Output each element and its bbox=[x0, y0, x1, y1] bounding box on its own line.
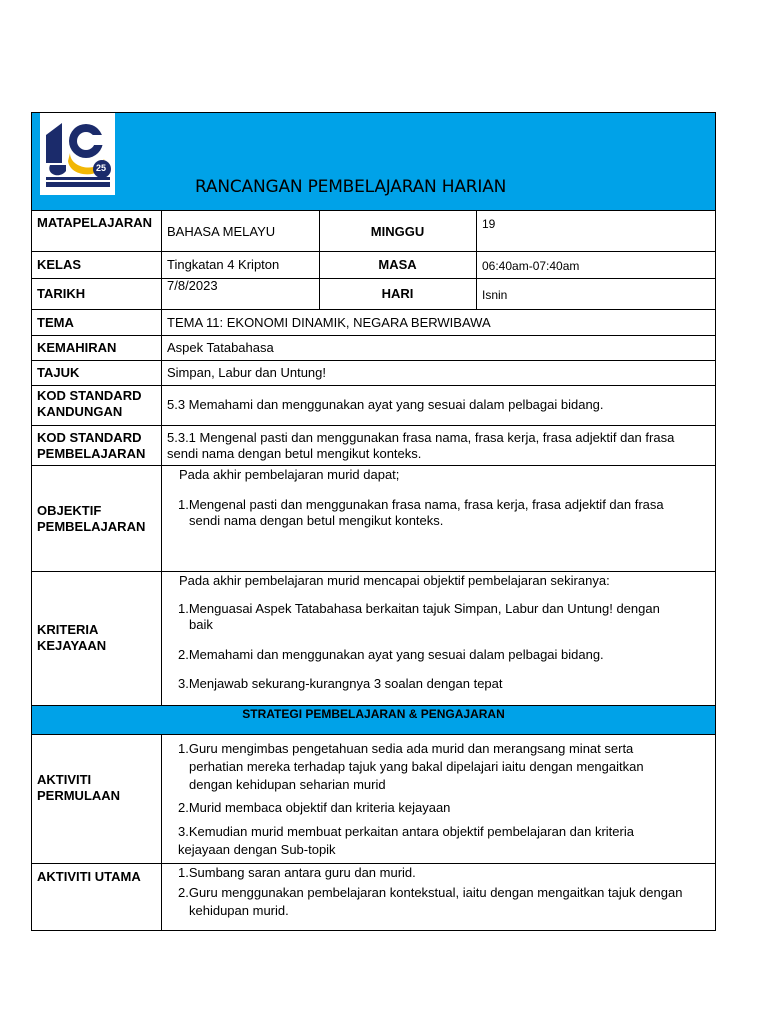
matapelajaran-value: BAHASA MELAYU bbox=[167, 224, 276, 239]
kemahiran-value: Aspek Tatabahasa bbox=[167, 340, 274, 355]
ksk-value: 5.3 Memahami dan menggunakan ayat yang sesuai dalam pelbagai bidang. bbox=[167, 397, 604, 412]
permulaan-item-3: 3.Kemudian murid membuat perkaitan antara objektif pembelajaran dan kriteria kejayaan dengan Sub-topik bbox=[178, 824, 634, 857]
permulaan-label: AKTIVITI PERMULAAN bbox=[37, 772, 121, 803]
logo-number: 25 bbox=[96, 163, 107, 173]
tajuk-label: TAJUK bbox=[37, 365, 80, 380]
masa-label: MASA bbox=[378, 257, 417, 272]
page-title: RANCANGAN PEMBELAJARAN HARIAN bbox=[195, 177, 507, 197]
minggu-label: MINGGU bbox=[370, 224, 425, 239]
kelas-value: Tingkatan 4 Kripton bbox=[167, 257, 280, 272]
objektif-item-1: 1.Mengenal pasti dan menggunakan frasa nama, frasa kerja, frasa adjektif dan frasa sendi nama dengan betul mengikut konteks. bbox=[178, 497, 664, 528]
objektif-label: OBJEKTIF PEMBELAJARAN bbox=[37, 503, 146, 534]
tema-label: TEMA bbox=[37, 315, 74, 330]
minggu-value: 19 bbox=[482, 217, 496, 231]
hari-value: Isnin bbox=[482, 288, 508, 302]
tarikh-label: TARIKH bbox=[37, 286, 86, 301]
kriteria-item-3: 3.Menjawab sekurang-kurangnya 3 soalan dengan tepat bbox=[178, 676, 503, 691]
logo-mark-icon bbox=[40, 113, 115, 195]
tarikh-value: 7/8/2023 bbox=[167, 278, 218, 293]
utama-item-1: 1.Sumbang saran antara guru dan murid. bbox=[178, 865, 416, 880]
permulaan-item-1: 1.Guru mengimbas pengetahuan sedia ada murid dan merangsang minat serta perhatian mereka terhadap tajuk yang bakal dipelajari iaitu dengan mengaitkan dengan kehidupan seharian murid bbox=[178, 741, 644, 792]
ksp-label: KOD STANDARD PEMBELAJARAN bbox=[37, 430, 146, 461]
ksk-label: KOD STANDARD KANDUNGAN bbox=[37, 388, 142, 419]
utama-label: AKTIVITI UTAMA bbox=[37, 869, 141, 884]
ksp-value: 5.3.1 Mengenal pasti dan menggunakan frasa nama, frasa kerja, frasa adjektif dan frasa sendi nama dengan betul mengikut konteks. bbox=[167, 430, 675, 461]
objektif-intro: Pada akhir pembelajaran murid dapat; bbox=[179, 467, 400, 482]
school-logo bbox=[40, 113, 115, 195]
matapelajaran-label: MATAPELAJARAN bbox=[37, 215, 153, 230]
tajuk-value: Simpan, Labur dan Untung! bbox=[167, 365, 326, 380]
kriteria-item-1: 1.Menguasai Aspek Tatabahasa berkaitan tajuk Simpan, Labur dan Untung! dengan baik bbox=[178, 601, 660, 632]
kriteria-intro: Pada akhir pembelajaran murid mencapai objektif pembelajaran sekiranya: bbox=[179, 573, 610, 588]
kriteria-label: KRITERIA KEJAYAAN bbox=[37, 622, 107, 653]
hari-label: HARI bbox=[381, 286, 414, 301]
masa-value: 06:40am-07:40am bbox=[482, 259, 580, 273]
permulaan-item-2: 2.Murid membaca objektif dan kriteria kejayaan bbox=[178, 800, 451, 815]
lesson-plan-sheet bbox=[31, 112, 716, 931]
kemahiran-label: KEMAHIRAN bbox=[37, 340, 117, 355]
kelas-label: KELAS bbox=[37, 257, 82, 272]
utama-item-2: 2.Guru menggunakan pembelajaran kontekstual, iaitu dengan mengaitkan tajuk dengan kehidupan murid. bbox=[178, 885, 683, 918]
strategi-heading: STRATEGI PEMBELAJARAN & PENGAJARAN bbox=[242, 707, 505, 721]
kriteria-item-2: 2.Memahami dan menggunakan ayat yang sesuai dalam pelbagai bidang. bbox=[178, 647, 604, 662]
tema-value: TEMA 11: EKONOMI DINAMIK, NEGARA BERWIBAWA bbox=[167, 315, 491, 330]
